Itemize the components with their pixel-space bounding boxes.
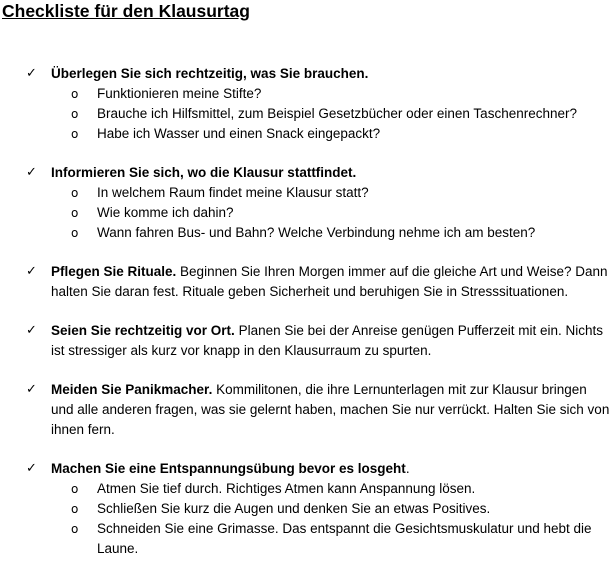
circle-bullet-icon: o: [71, 206, 79, 220]
page-title: Checkliste für den Klausurtag: [2, 1, 250, 21]
sub-list-item: [49, 84, 611, 104]
checkmark-icon: ✓: [26, 461, 37, 476]
checklist-item: [0, 262, 611, 302]
sub-list-item-text: Brauche ich Hilfsmittel, zum Beispiel Gesetzbücher oder einen Taschenrechner?: [97, 106, 577, 121]
sub-list-item-text: Schneiden Sie eine Grimasse. Das entspannt die Gesichtsmuskulatur und hebt die Laune.: [97, 521, 592, 556]
sub-list: [51, 183, 611, 243]
checklist-item-text: [51, 163, 611, 183]
checklist-item-heading: Pflegen Sie Rituale.: [51, 264, 177, 279]
circle-bullet-icon: o: [71, 107, 79, 121]
sub-list-item-text: Habe ich Wasser und einen Snack eingepackt?: [97, 126, 381, 141]
sub-list-item: [49, 519, 611, 559]
sub-list-item-text: Wann fahren Bus- und Bahn? Welche Verbindung nehme ich am besten?: [97, 225, 536, 240]
checklist-item-text: [51, 64, 611, 84]
checklist-item-text: [51, 380, 611, 440]
sub-list: [51, 479, 611, 559]
checklist-item-text: [51, 262, 611, 302]
checkmark-icon: ✓: [26, 264, 37, 279]
sub-list-item: [49, 223, 611, 243]
circle-bullet-icon: o: [71, 502, 79, 516]
checklist-item-heading: Seien Sie rechtzeitig vor Ort.: [51, 323, 235, 338]
checklist-item: [0, 163, 611, 243]
checkmark-icon: ✓: [26, 165, 37, 180]
checklist-item: [0, 459, 611, 559]
checklist-item-body: Kommilitonen, die ihre Lernunterlagen mit zur Klausur bringen und alle anderen fragen, was sie gelernt haben, machen Sie nur verrückt. Halten Sie sich von ihnen fern.: [51, 382, 610, 437]
checklist-item-heading: Machen Sie eine Entspannungsübung bevor es losgeht: [51, 461, 406, 476]
checklist-item-body: Planen Sie bei der Anreise genügen Pufferzeit mit ein. Nichts ist stressiger als kurz vor knapp in den Klausurraum zu spurten.: [51, 323, 604, 358]
checklist-item-heading: Meiden Sie Panikmacher.: [51, 382, 213, 397]
checklist: [0, 64, 611, 578]
sub-list-item-text: Schließen Sie kurz die Augen und denken Sie an etwas Positives.: [97, 501, 491, 516]
checkmark-icon: ✓: [26, 323, 37, 338]
sub-list-item: [49, 183, 611, 203]
checklist-item: [0, 64, 611, 144]
checklist-item-text: [51, 459, 611, 479]
checklist-item-heading: Informieren Sie sich, wo die Klausur stattfindet.: [51, 165, 357, 180]
sub-list-item: [49, 124, 611, 144]
checklist-item-body: .: [405, 461, 410, 476]
sub-list-item: [49, 104, 611, 124]
circle-bullet-icon: o: [71, 186, 79, 200]
circle-bullet-icon: o: [71, 522, 79, 536]
checkmark-icon: ✓: [26, 382, 37, 397]
sub-list-item: [49, 479, 611, 499]
sub-list-item-text: Funktionieren meine Stifte?: [97, 86, 262, 101]
circle-bullet-icon: o: [71, 127, 79, 141]
circle-bullet-icon: o: [71, 226, 79, 240]
checklist-item-text: [51, 321, 611, 361]
checkmark-icon: ✓: [26, 66, 37, 81]
checklist-item-heading: Überlegen Sie sich rechtzeitig, was Sie brauchen.: [51, 66, 369, 81]
circle-bullet-icon: o: [71, 87, 79, 101]
sub-list-item-text: Atmen Sie tief durch. Richtiges Atmen kann Anspannung lösen.: [97, 481, 476, 496]
checklist-item: [0, 321, 611, 361]
sub-list-item: [49, 203, 611, 223]
sub-list-item: [49, 499, 611, 519]
sub-list-item-text: In welchem Raum findet meine Klausur statt?: [97, 185, 369, 200]
checklist-item: [0, 380, 611, 440]
checklist-item-body: Beginnen Sie Ihren Morgen immer auf die gleiche Art und Weise? Dann halten Sie daran fest. Rituale geben Sicherheit und beruhigen Sie in Stresssituationen.: [51, 264, 608, 299]
sub-list-item-text: Wie komme ich dahin?: [97, 205, 234, 220]
circle-bullet-icon: o: [71, 482, 79, 496]
sub-list: [51, 84, 611, 144]
